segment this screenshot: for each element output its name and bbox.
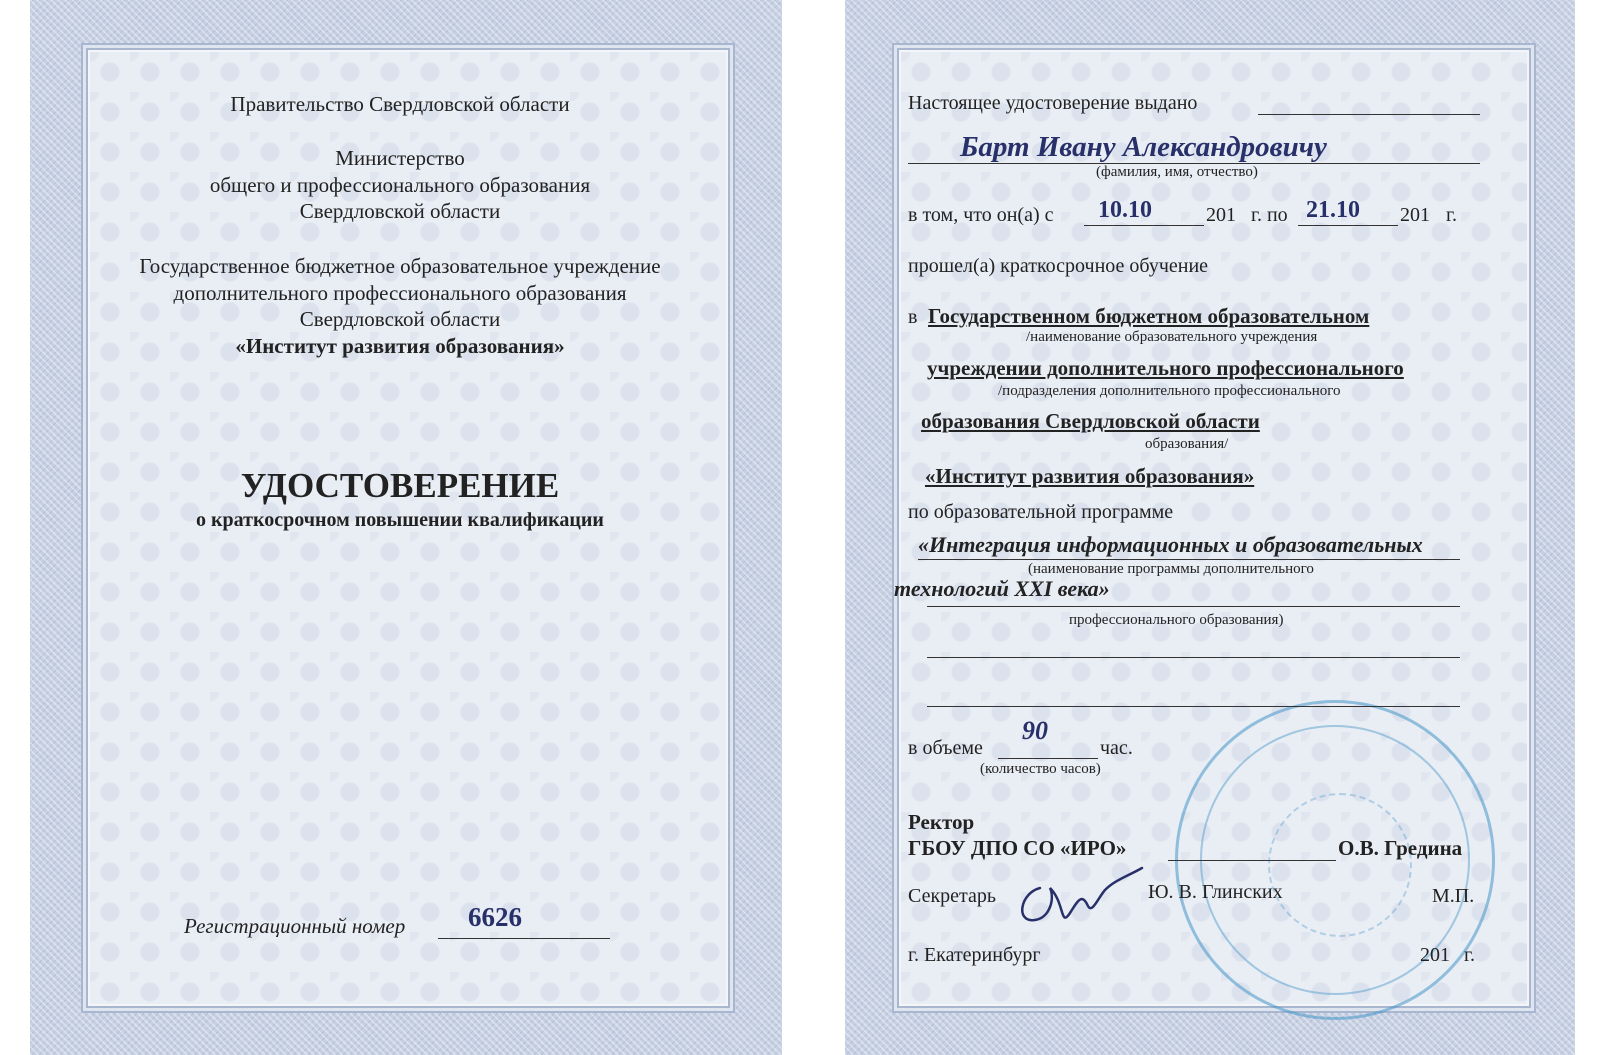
program-label: по образовательной программе [908,501,1174,523]
registration-underline [438,938,610,939]
program-caption-2: профессионального образования) [1069,612,1284,628]
seal-label: М.П. [1432,885,1475,907]
hours-value: 90 [1022,716,1048,745]
rector-signature-line [1168,860,1336,861]
hours-unit: час. [1100,737,1133,759]
bottom-year-prefix: 201 [1420,944,1450,966]
organization-line-2: учреждении дополнительного профессионального [927,356,1404,380]
recipient-caption: (фамилия, имя, отчество) [1096,164,1258,180]
organization-line-3: образования Свердловской области [921,409,1260,433]
rector-title-2: ГБОУ ДПО СО «ИРО» [908,836,1127,860]
program-caption-1: (наименование программы дополнительного [1028,561,1314,577]
rector-name: О.В. Гредина [1338,836,1463,860]
year-prefix-2: 201 [1400,204,1430,226]
program-line-1: «Интеграция информационных и образовательных [918,532,1423,557]
program-underline-1 [918,559,1460,560]
year-prefix-1: 201 [1206,204,1236,226]
date-from: 10.10 [1098,197,1152,223]
ministry-line-3: Свердловской области [299,199,501,223]
date-to: 21.10 [1306,197,1360,223]
organization-caption-3: образования/ [1145,436,1229,452]
issued-underline [1258,114,1480,115]
bottom-year-suffix: г. [1464,944,1475,966]
document-title: УДОСТОВЕРЕНИЕ [240,466,560,505]
year-suffix-1: г. по [1251,204,1288,226]
institution-line-1: Государственное бюджетное образовательное учреждение [139,254,661,278]
volume-label: в объеме [908,737,983,759]
secretary-label: Секретарь [908,885,997,907]
program-underline-4 [927,706,1460,707]
city: г. Екатеринбург [908,944,1041,966]
program-underline-2 [927,606,1460,607]
ministry-line-1: Министерство [335,146,465,170]
organization-caption-2: /подразделения дополнительного профессионального [998,383,1341,399]
hours-caption: (количество часов) [980,761,1101,777]
program-underline-3 [927,657,1460,658]
registration-number: 6626 [468,902,522,932]
ministry-line-2: общего и профессионального образования [209,173,591,197]
year-suffix-2: г. [1446,204,1457,226]
hours-underline [998,758,1098,759]
secretary-signature-icon [1010,858,1150,938]
issued-label: Настоящее удостоверение выдано [908,92,1198,114]
date-from-underline [1084,225,1204,226]
organization-line-4: «Институт развития образования» [925,464,1255,488]
government-name: Правительство Свердловской области [230,92,570,116]
date-to-underline [1298,225,1398,226]
in-label: в [908,306,918,328]
registration-label: Регистрационный номер [184,914,406,938]
recipient-name: Барт Ивану Александровичу [960,131,1327,163]
organization-line-1: Государственном бюджетном образовательном [928,304,1370,328]
document-subtitle: о краткосрочном повышении квалификации [196,509,604,531]
rector-title-1: Ректор [908,810,975,834]
secretary-name: Ю. В. Глинских [1148,881,1283,903]
institution-line-2: дополнительного профессионального образования [173,281,627,305]
institution-line-3: Свердловской области [299,307,501,331]
training-label: прошел(а) краткосрочное обучение [908,255,1209,277]
program-line-2: технологий XXI века» [894,576,1110,601]
institute-name: «Институт развития образования» [235,334,565,358]
organization-caption-1: /наименование образовательного учреждения [1026,329,1318,345]
period-prefix: в том, что он(а) с [908,204,1054,226]
